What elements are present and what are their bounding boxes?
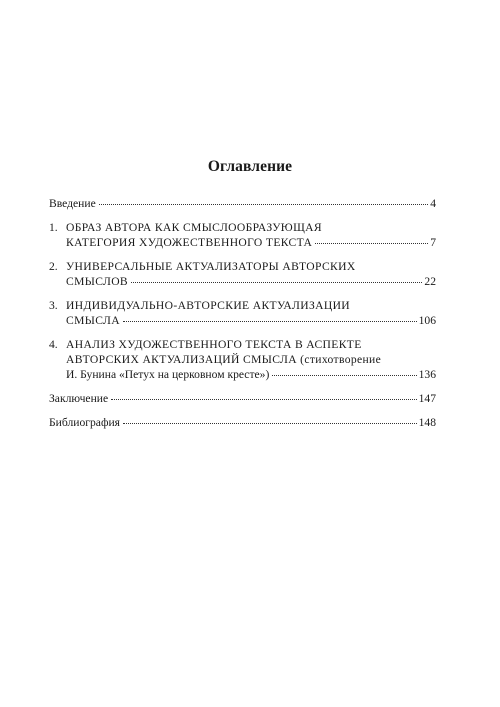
toc-entry-line: СМЫСЛОВ xyxy=(66,275,129,288)
toc-entry-label: Библиография xyxy=(49,416,121,429)
toc-title: Оглавление xyxy=(207,158,293,175)
toc-entry-line: СМЫСЛА xyxy=(66,314,120,327)
toc-chapter-number: 3. xyxy=(49,299,58,312)
toc-entry-bibliography[interactable] xyxy=(49,415,436,430)
toc-entry-label: Заключение xyxy=(49,392,109,405)
toc-page-number: 148 xyxy=(418,416,436,429)
toc-chapter-number: 1. xyxy=(49,221,58,234)
toc-entry-chapter-1[interactable] xyxy=(49,220,436,250)
dot-leader xyxy=(272,375,416,376)
toc-page-number: 22 xyxy=(424,275,436,288)
toc-page-number: 136 xyxy=(418,368,436,381)
dot-leader xyxy=(315,243,428,244)
dot-leader xyxy=(99,204,428,205)
toc-entry-chapter-3[interactable] xyxy=(49,298,436,328)
toc-chapter-number: 4. xyxy=(49,338,58,351)
dot-leader xyxy=(111,399,416,400)
toc-entry-line: УНИВЕРСАЛЬНЫЕ АКТУАЛИЗАТОРЫ АВТОРСКИХ xyxy=(66,260,356,273)
toc-entry-line: И. Бунина «Петух на церковном кресте») xyxy=(66,368,270,381)
table-of-contents xyxy=(49,196,436,439)
toc-entry-label: Введение xyxy=(49,197,96,210)
toc-page-number: 4 xyxy=(430,197,436,210)
toc-chapter-number: 2. xyxy=(49,260,58,273)
toc-entry-chapter-2[interactable] xyxy=(49,259,436,289)
dot-leader xyxy=(123,423,417,424)
dot-leader xyxy=(123,321,417,322)
toc-page-number: 106 xyxy=(418,314,436,327)
toc-entry-line: АВТОРСКИХ АКТУАЛИЗАЦИЙ СМЫСЛА (стихотворение xyxy=(66,353,382,366)
toc-entry-line: ОБРАЗ АВТОРА КАК СМЫСЛООБРАЗУЮЩАЯ xyxy=(66,221,322,234)
toc-entry-line: ИНДИВИДУАЛЬНО-АВТОРСКИЕ АКТУАЛИЗАЦИИ xyxy=(66,299,351,312)
toc-page-number: 7 xyxy=(430,236,436,249)
toc-entry-line: КАТЕГОРИЯ ХУДОЖЕСТВЕННОГО ТЕКСТА xyxy=(66,236,313,249)
toc-entry-line: АНАЛИЗ ХУДОЖЕСТВЕННОГО ТЕКСТА В АСПЕКТЕ xyxy=(66,338,362,351)
toc-entry-chapter-4[interactable] xyxy=(49,337,436,382)
toc-entry-introduction[interactable] xyxy=(49,196,436,211)
toc-page-number: 147 xyxy=(418,392,436,405)
toc-entry-conclusion[interactable] xyxy=(49,391,436,406)
dot-leader xyxy=(131,282,422,283)
